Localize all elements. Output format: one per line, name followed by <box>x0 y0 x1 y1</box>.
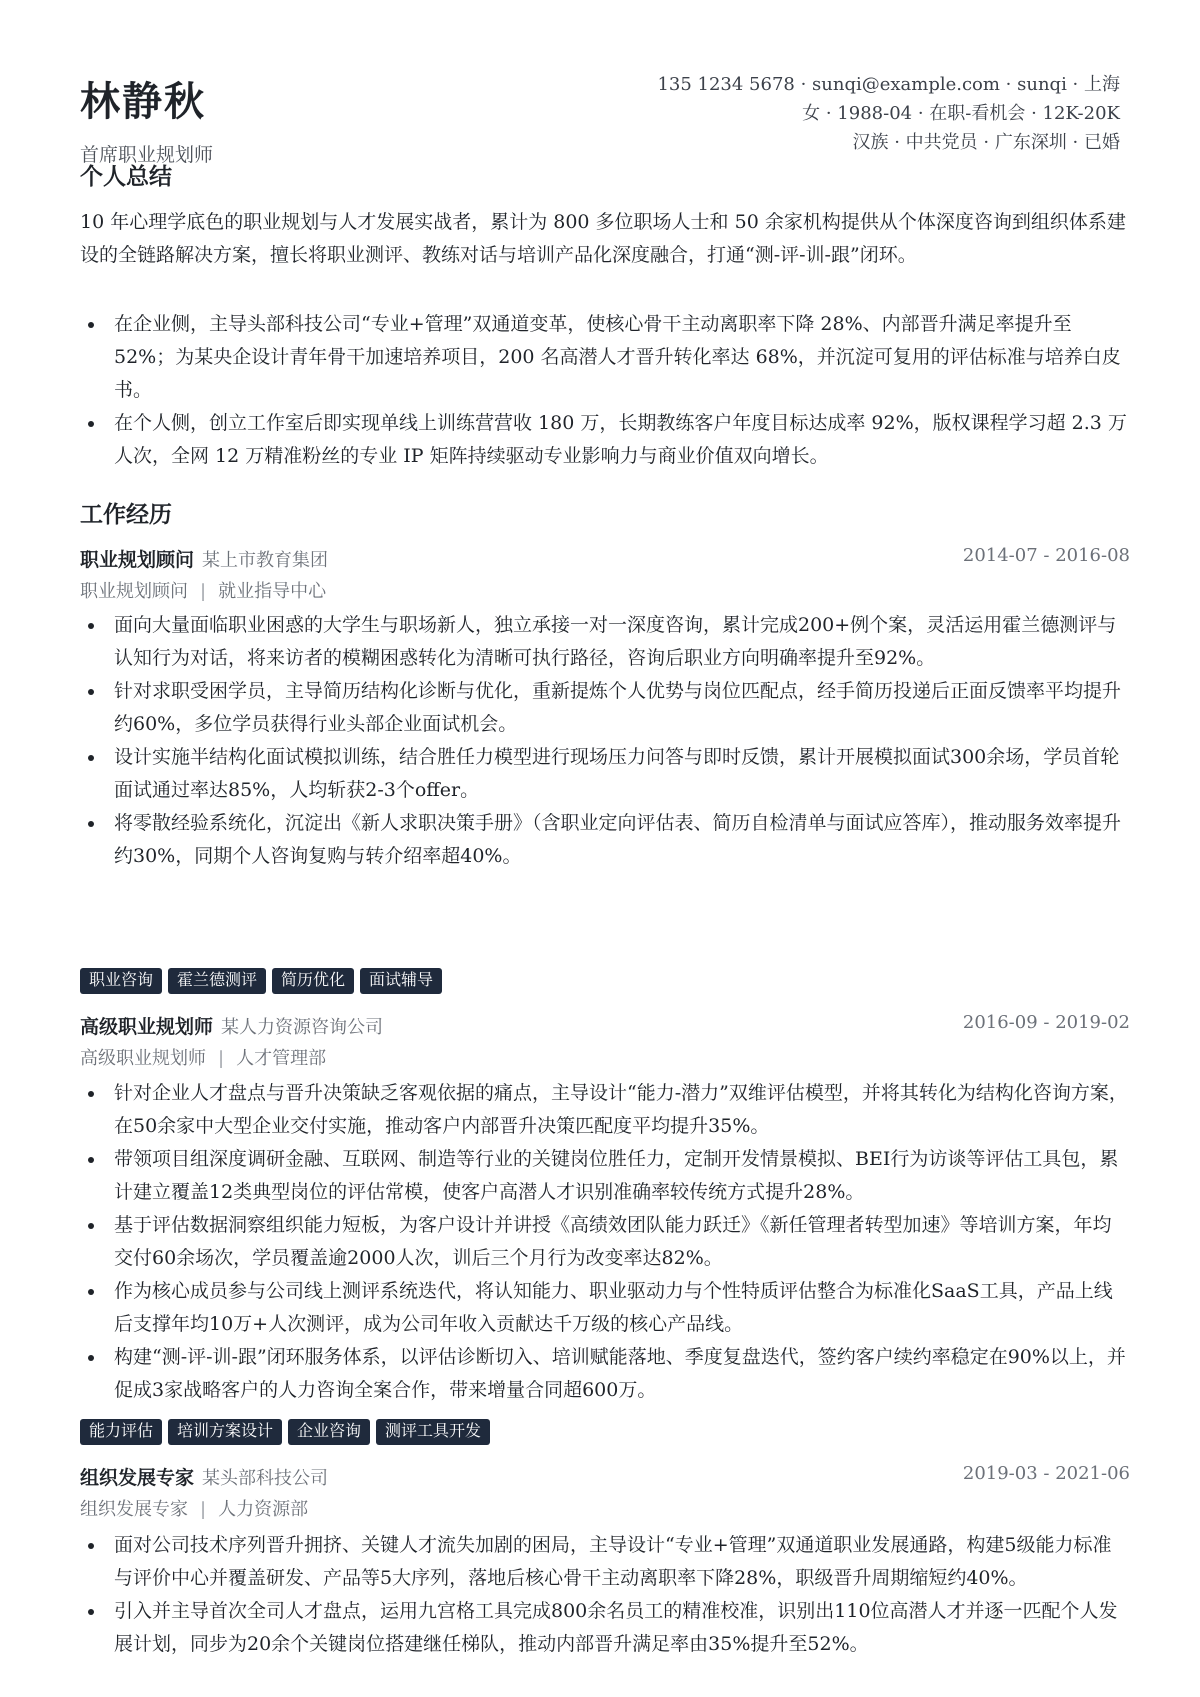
divider: | <box>200 581 207 602</box>
job-company: 某上市教育集团 <box>202 550 329 571</box>
skill-tag: 企业咨询 <box>288 1419 370 1445</box>
list-item: 引入并主导首次全司人才盘点，运用九宫格工具完成800余名员工的精准校准，识别出110位高潜人才并逐一匹配个人发展计划，同步为20余个关键岗位搭建继任梯队，推动内部晋升满足率由35%提升至52%。 <box>80 1595 1130 1661</box>
job-dates: 2014-07 - 2016-08 <box>962 545 1130 566</box>
skill-tag: 培训方案设计 <box>168 1419 282 1445</box>
background-info-line: 汉族 · 中共党员 · 广东深圳 · 已婚 <box>852 132 1120 153</box>
experience-heading: 工作经历 <box>80 501 172 528</box>
list-item: 构建“测-评-训-跟”闭环服务体系，以评估诊断切入、培训赋能落地、季度复盘迭代，签约客户续约率稳定在90%以上，并促成3家战略客户的人力咨询全案合作，带来增量合同超600万。 <box>80 1341 1130 1407</box>
job-subtitle <box>80 579 326 605</box>
list-item: 作为核心成员参与公司线上测评系统迭代，将认知能力、职业驱动力与个性特质评估整合为标准化SaaS工具，产品上线后支撑年均10万+人次测评，成为公司年收入贡献达千万级的核心产品线。 <box>80 1275 1130 1341</box>
job-bullets <box>80 1529 1130 1661</box>
job-dates: 2019-03 - 2021-06 <box>962 1463 1130 1484</box>
personal-info-line: 女 · 1988-04 · 在职-看机会 · 12K-20K <box>802 103 1120 124</box>
job-position: 高级职业规划师 <box>80 1048 206 1069</box>
job-role: 组织发展专家 <box>80 1467 195 1489</box>
skill-tags <box>80 968 442 994</box>
list-item: 面对公司技术序列晋升拥挤、关键人才流失加剧的困局，主导设计“专业+管理”双通道职业发展通路，构建5级能力标准与评价中心并覆盖研发、产品等5大序列，落地后核心骨干主动离职率下降28%，职级晋升周期缩短约40%。 <box>80 1529 1130 1595</box>
job-department: 就业指导中心 <box>218 581 327 602</box>
job-company: 某人力资源咨询公司 <box>221 1017 384 1038</box>
job-department: 人力资源部 <box>218 1499 309 1520</box>
summary-bullets <box>80 308 1130 473</box>
list-item: 针对求职受困学员，主导简历结构化诊断与优化，重新提炼个人优势与岗位匹配点，经手简历投递后正面反馈率平均提升约60%，多位学员获得行业头部企业面试机会。 <box>80 675 1130 741</box>
list-item: 基于评估数据洞察组织能力短板，为客户设计并讲授《高绩效团队能力跃迁》《新任管理者转型加速》等培训方案，年均交付60余场次，学员覆盖逾2000人次，训后三个月行为改变率达82%。 <box>80 1209 1130 1275</box>
list-item: 在企业侧，主导头部科技公司“专业+管理”双通道变革，使核心骨干主动离职率下降 28%、内部晋升满足率提升至 52%；为某央企设计青年骨干加速培养项目，200 名高潜人才晋升转化率达 68%，并沉淀可复用的评估标准与培养白皮书。 <box>80 308 1130 407</box>
job-header <box>80 1463 1130 1493</box>
job-company: 某头部科技公司 <box>202 1468 329 1489</box>
skill-tag: 面试辅导 <box>360 968 442 994</box>
skill-tag: 霍兰德测评 <box>168 968 266 994</box>
job-bullets <box>80 609 1130 873</box>
divider: | <box>200 1499 207 1520</box>
skill-tag: 职业咨询 <box>80 968 162 994</box>
job-subtitle <box>80 1497 308 1523</box>
job-position: 组织发展专家 <box>80 1499 188 1520</box>
list-item: 带领项目组深度调研金融、互联网、制造等行业的关键岗位胜任力，定制开发情景模拟、BEI行为访谈等评估工具包，累计建立覆盖12类典型岗位的评估常模，使客户高潜人才识别准确率较传统方式提升28%。 <box>80 1143 1130 1209</box>
list-item: 在个人侧，创立工作室后即实现单线上训练营营收 180 万，长期教练客户年度目标达成率 92%，版权课程学习超 2.3 万人次，全网 12 万精准粉丝的专业 IP 矩阵持续驱动专业影响力与商业价值双向增长。 <box>80 407 1130 473</box>
summary-heading: 个人总结 <box>80 163 172 190</box>
skill-tag: 能力评估 <box>80 1419 162 1445</box>
job-dates: 2016-09 - 2019-02 <box>962 1012 1130 1033</box>
job-bullets <box>80 1077 1130 1407</box>
job-role: 职业规划顾问 <box>80 549 195 571</box>
contact-line: 135 1234 5678 · sunqi@example.com · sunqi · 上海 <box>657 74 1120 95</box>
job-department: 人才管理部 <box>236 1048 327 1069</box>
skill-tags <box>80 1419 490 1445</box>
job-position: 职业规划顾问 <box>80 581 188 602</box>
divider: | <box>218 1048 225 1069</box>
list-item: 将零散经验系统化，沉淀出《新人求职决策手册》（含职业定向评估表、简历自检清单与面试应答库），推动服务效率提升约30%，同期个人咨询复购与转介绍率超40%。 <box>80 807 1130 873</box>
contact-info <box>657 70 1120 157</box>
list-item: 针对企业人才盘点与晋升决策缺乏客观依据的痛点，主导设计“能力-潜力”双维评估模型，并将其转化为结构化咨询方案，在50余家中大型企业交付实施，推动客户内部晋升决策匹配度平均提升35%。 <box>80 1077 1130 1143</box>
job-header <box>80 545 1130 575</box>
skill-tag: 测评工具开发 <box>376 1419 490 1445</box>
candidate-name: 林静秋 <box>80 78 206 125</box>
summary-paragraph: 10 年心理学底色的职业规划与人才发展实战者，累计为 800 多位职场人士和 50 余家机构提供从个体深度咨询到组织体系建设的全链路解决方案，擅长将职业测评、教练对话与培训产品化深度融合，打通“测-评-训-跟”闭环。 <box>80 211 1126 266</box>
job-subtitle <box>80 1046 326 1072</box>
job-role: 高级职业规划师 <box>80 1016 214 1038</box>
list-item: 设计实施半结构化面试模拟训练，结合胜任力模型进行现场压力问答与即时反馈，累计开展模拟面试300余场，学员首轮面试通过率达85%，人均斩获2-3个offer。 <box>80 741 1130 807</box>
skill-tag: 简历优化 <box>272 968 354 994</box>
job-header <box>80 1012 1130 1042</box>
candidate-title: 首席职业规划师 <box>80 144 214 166</box>
list-item: 面向大量面临职业困惑的大学生与职场新人，独立承接一对一深度咨询，累计完成200+例个案，灵活运用霍兰德测评与认知行为对话，将来访者的模糊困惑转化为清晰可执行路径，咨询后职业方向明确率提升至92%。 <box>80 609 1130 675</box>
